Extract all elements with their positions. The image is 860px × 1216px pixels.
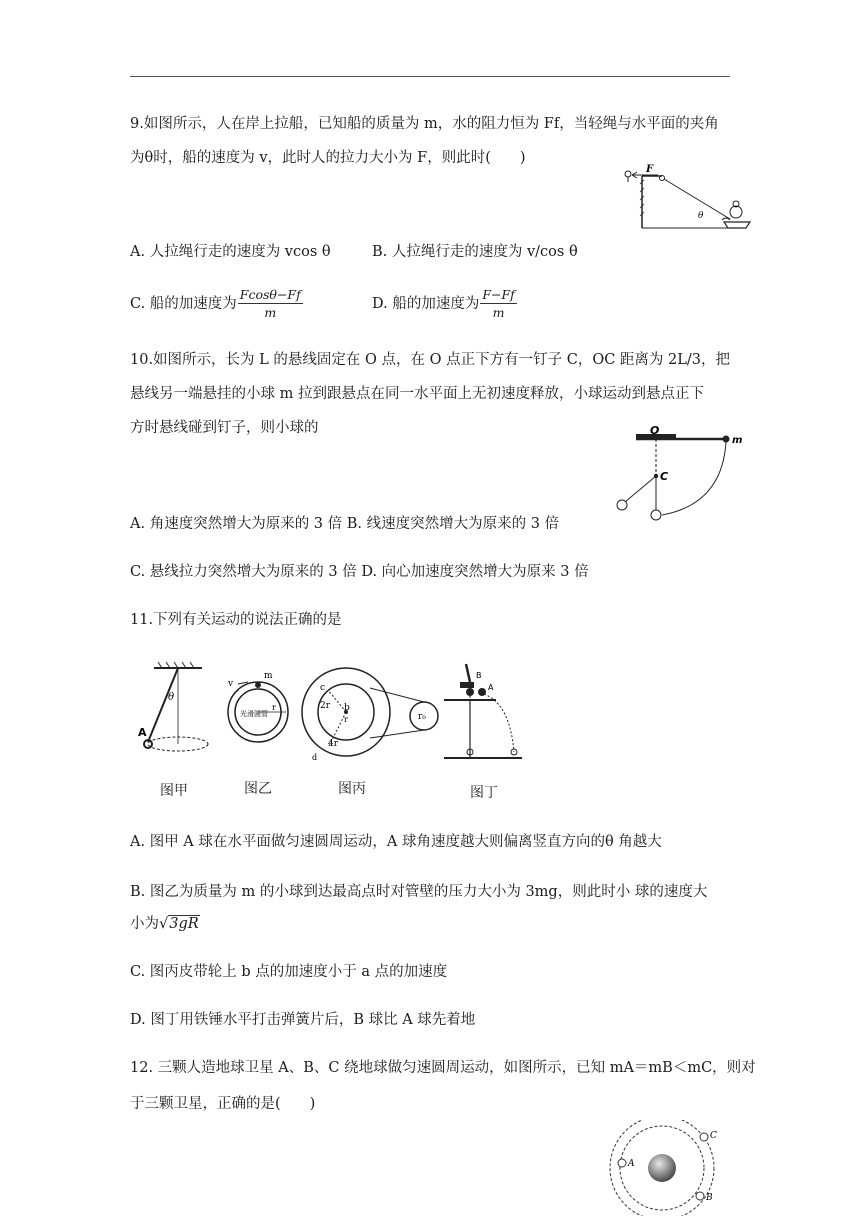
q11-option-a: A. 图甲 A 球在水平面做匀速圆周运动，A 球角速度越大则偏离竖直方向的θ 角越大 (130, 834, 662, 850)
q9-option-a: A. 人拉绳行走的速度为 vcos θ (130, 244, 331, 260)
q10-pendulum-figure (610, 424, 760, 524)
q11-option-c: C. 图丙皮带轮上 b 点的加速度小于 a 点的加速度 (130, 964, 448, 980)
q11-caption-jia: 图甲 (160, 783, 188, 799)
q11-option-b-line1: B. 图乙为质量为 m 的小球到达最高点时对管壁的压力大小为 3mg，则此时小 球的速度大 (130, 884, 708, 900)
q11-bing-2r-label: 2r (320, 701, 331, 711)
q9-option-c-prefix: C. 船的加速度为 (130, 296, 237, 312)
q11-figure-bing (298, 664, 444, 764)
header-rule (130, 76, 730, 77)
q12-fig-a-label: A (628, 1159, 635, 1169)
q9-boat-figure (618, 162, 754, 236)
q9-option-c-numerator: Fcosθ−Ff (239, 287, 301, 302)
q9-option-b: B. 人拉绳行走的速度为 v/cos θ (372, 244, 578, 260)
q11-caption-yi: 图乙 (244, 781, 272, 797)
q9-option-c (130, 286, 303, 322)
q11-yi-v-label: v (228, 679, 234, 689)
q12-stem-line2: 于三颗卫星，正确的是( ) (130, 1096, 316, 1112)
q11-ding-b-label: B (476, 671, 482, 680)
q12-satellite-figure (606, 1120, 730, 1216)
q11-option-d: D. 图丁用铁锤水平打击弹簧片后，B 球比 A 球先着地 (130, 1012, 476, 1028)
q9-stem-line1: 9.如图所示，人在岸上拉船，已知船的质量为 m，水的阻力恒为 Ff，当轻绳与水平面的夹角 (130, 116, 719, 132)
q9-option-d-fraction (480, 287, 516, 321)
q11-bing-a-label: r₀ (418, 712, 426, 722)
q9-option-d-denominator: m (492, 305, 505, 320)
q11-option-b-sqrt: √3gR (159, 916, 199, 932)
q9-fig-theta-label: θ (698, 211, 704, 221)
q9-option-d-prefix: D. 船的加速度为 (372, 296, 480, 312)
q11-figure-yi (222, 664, 294, 756)
q11-yi-m-label: m (264, 671, 273, 681)
q11-figure-jia (134, 660, 216, 762)
q9-fig-f-label: F (646, 164, 654, 175)
q9-option-c-fraction (238, 287, 303, 321)
q11-caption-ding: 图丁 (470, 785, 498, 801)
q10-stem-line2: 悬线另一端悬挂的小球 m 拉到跟悬点在同一水平面上无初速度释放，小球运动到悬点正下 (130, 386, 704, 402)
q11-yi-inner-label: 光滑圆管 (240, 710, 268, 718)
q9-option-c-denominator: m (264, 305, 277, 320)
q11-bing-c-label: c (320, 683, 326, 693)
q9-option-d (372, 286, 517, 322)
q11-ding-a-label: A (488, 683, 494, 692)
q11-stem: 11.下列有关运动的说法正确的是 (130, 612, 342, 628)
q9-stem-line2: 为θ时，船的速度为 v，此时人的拉力大小为 F，则此时( ) (130, 150, 526, 166)
q11-yi-r-label: r (272, 703, 276, 712)
q10-option-a-b: A. 角速度突然增大为原来的 3 倍 B. 线速度突然增大为原来的 3 倍 (130, 516, 560, 532)
q11-figure-ding (440, 660, 526, 766)
q10-fig-c-label: C (660, 470, 669, 483)
q10-fig-m-label: m (732, 435, 743, 446)
q11-option-b-line2 (130, 914, 200, 934)
q9-option-d-numerator: F−Ff (482, 287, 515, 302)
q11-bing-b-label: b (344, 703, 350, 713)
q10-option-c-d: C. 悬线拉力突然增大为原来的 3 倍 D. 向心加速度突然增大为原来 3 倍 (130, 564, 589, 580)
q10-stem-line1: 10.如图所示，长为 L 的悬线固定在 O 点，在 O 点正下方有一钉子 C，OC 距离为 2L/3，把 (130, 352, 730, 368)
q12-fig-c-label: C (710, 1131, 717, 1141)
q10-stem-line3: 方时悬线碰到钉子，则小球的 (130, 420, 319, 436)
q12-fig-b-label: B (706, 1193, 713, 1203)
q11-bing-d-label: d (312, 753, 318, 762)
q11-option-b-radicand: 3gR (169, 916, 199, 932)
q11-bing-r-label: r (344, 715, 348, 724)
q11-caption-bing: 图丙 (338, 781, 366, 797)
q11-jia-theta-label: θ (168, 692, 175, 703)
q12-stem-line1: 12. 三颗人造地球卫星 A、B、C 绕地球做匀速圆周运动，如图所示，已知 mA＝mB＜mC，则对 (130, 1060, 756, 1076)
q11-bing-4r-label: 4r (328, 739, 339, 749)
q10-fig-o-label: O (650, 424, 660, 437)
q11-option-b-prefix: 小为 (130, 916, 159, 932)
q11-jia-a-label: A (138, 726, 147, 739)
